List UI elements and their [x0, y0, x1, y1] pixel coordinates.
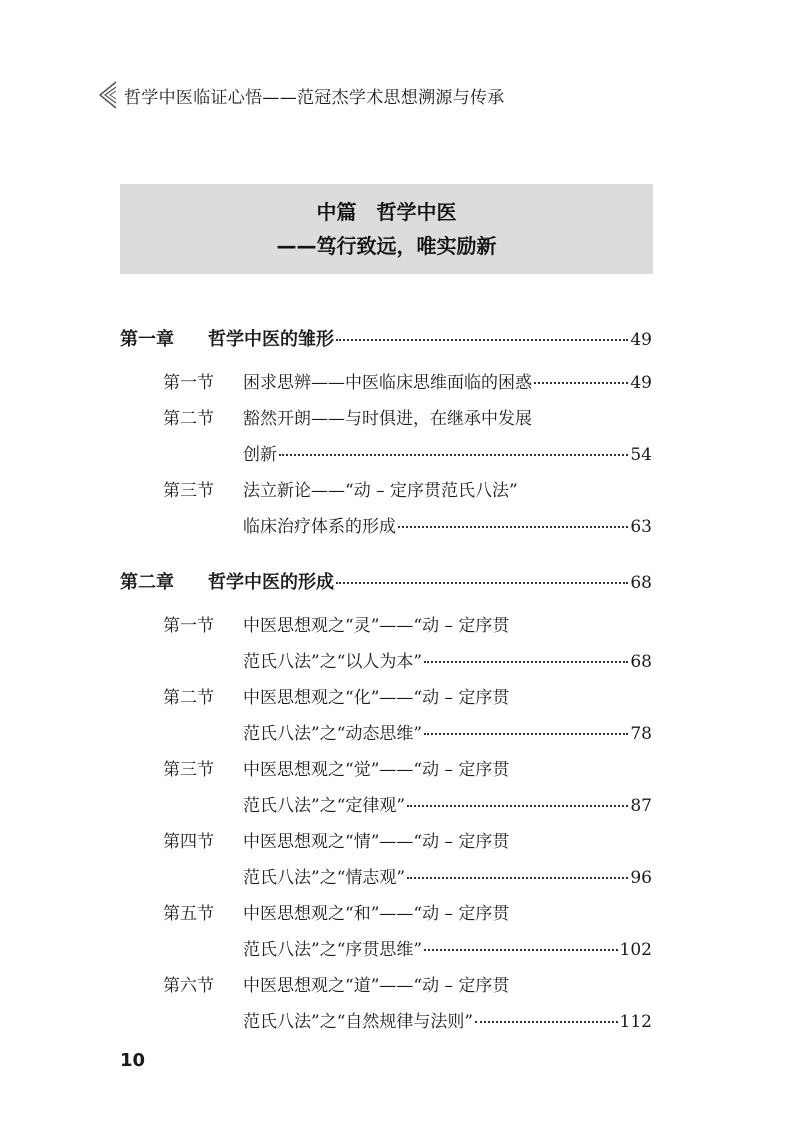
toc-section-row[interactable]	[243, 611, 509, 636]
section-number: 第一节	[163, 616, 214, 636]
dot-leader	[336, 582, 628, 584]
chapter-number: 第二章	[120, 572, 174, 593]
section-title-cont: 临床治疗体系的形成	[243, 517, 396, 537]
toc-section-row[interactable]	[243, 512, 652, 537]
dot-leader	[279, 454, 628, 456]
toc-section-row[interactable]	[243, 368, 652, 393]
section-title: 困求思辨——中医临床思维面临的困惑	[243, 373, 532, 393]
chapter-title: 哲学中医的形成	[208, 572, 334, 593]
section-title: 中医思想观之“情”——“动 – 定序贯	[243, 832, 510, 852]
section-title: 中医思想观之“道”——“动 – 定序贯	[243, 976, 510, 996]
page-ref: 112	[619, 1012, 652, 1032]
section-title-cont: 范氏八法”之“定律观”	[243, 796, 406, 816]
dot-leader	[424, 949, 617, 951]
part-subtitle: ——笃行致远，唯实励新	[276, 234, 497, 258]
page-number: 10	[120, 1050, 146, 1071]
toc-section-row[interactable]	[243, 899, 509, 924]
page-ref: 78	[630, 724, 652, 744]
toc-section-row[interactable]	[243, 827, 509, 852]
section-number: 第三节	[163, 760, 214, 780]
section-number: 第六节	[163, 976, 214, 996]
dot-leader	[424, 661, 628, 663]
page-ref: 68	[630, 652, 652, 672]
page-ref: 54	[630, 445, 652, 465]
section-number: 第二节	[163, 688, 214, 708]
part-title: 中篇 哲学中医	[316, 200, 457, 224]
toc-section-row[interactable]	[243, 935, 652, 960]
chapter-title: 哲学中医的雏形	[208, 329, 334, 350]
toc-section-row[interactable]	[243, 1007, 652, 1032]
toc-section-row[interactable]	[243, 719, 652, 744]
section-title: 法立新论——“动 – 定序贯范氏八法”	[243, 481, 518, 501]
dot-leader	[534, 382, 628, 384]
part-title-box	[120, 184, 653, 274]
dot-leader	[336, 339, 628, 341]
toc-section-row[interactable]	[243, 476, 518, 501]
toc-section-row[interactable]	[243, 971, 509, 996]
section-title: 中医思想观之“灵”——“动 – 定序贯	[243, 616, 510, 636]
toc-chapter-row[interactable]	[208, 325, 652, 351]
page-ref: 102	[619, 940, 652, 960]
page-ref: 49	[630, 373, 652, 393]
toc-section-row[interactable]	[243, 755, 509, 780]
toc-chapter-row[interactable]	[208, 568, 652, 594]
section-title: 中医思想观之“觉”——“动 – 定序贯	[243, 760, 510, 780]
section-title-cont: 范氏八法”之“序贯思维”	[243, 940, 423, 960]
dot-leader	[424, 733, 628, 735]
page-ref: 87	[630, 796, 652, 816]
dot-leader	[407, 877, 628, 879]
toc-section-row[interactable]	[243, 791, 652, 816]
ornament-icon	[96, 80, 118, 110]
section-title-cont: 范氏八法”之“情志观”	[243, 868, 406, 888]
toc-section-row[interactable]	[243, 683, 509, 708]
section-title-cont: 范氏八法”之“自然规律与法则”	[243, 1012, 474, 1032]
toc-section-row[interactable]	[243, 440, 652, 465]
section-title: 豁然开朗——与时俱进，在继承中发展	[243, 409, 532, 429]
dot-leader	[475, 1021, 617, 1023]
dot-leader	[398, 526, 628, 528]
section-title: 中医思想观之“化”——“动 – 定序贯	[243, 688, 510, 708]
chapter-number: 第一章	[120, 329, 174, 350]
running-head	[96, 80, 505, 110]
section-number: 第四节	[163, 832, 214, 852]
section-title-cont: 创新	[243, 445, 277, 465]
section-number: 第二节	[163, 409, 214, 429]
section-title-cont: 范氏八法”之“动态思维”	[243, 724, 423, 744]
toc-section-row[interactable]	[243, 404, 532, 429]
page-ref: 49	[630, 330, 652, 350]
page-ref: 63	[630, 517, 652, 537]
section-number: 第五节	[163, 904, 214, 924]
section-title-cont: 范氏八法”之“以人为本”	[243, 652, 423, 672]
section-title: 中医思想观之“和”——“动 – 定序贯	[243, 904, 510, 924]
running-head-title: 哲学中医临证心悟——范冠杰学术思想溯源与传承	[124, 87, 505, 108]
page-ref: 68	[630, 573, 652, 593]
dot-leader	[407, 805, 628, 807]
section-number: 第一节	[163, 373, 214, 393]
toc-section-row[interactable]	[243, 647, 652, 672]
page-ref: 96	[630, 868, 652, 888]
section-number: 第三节	[163, 481, 214, 501]
toc-section-row[interactable]	[243, 863, 652, 888]
